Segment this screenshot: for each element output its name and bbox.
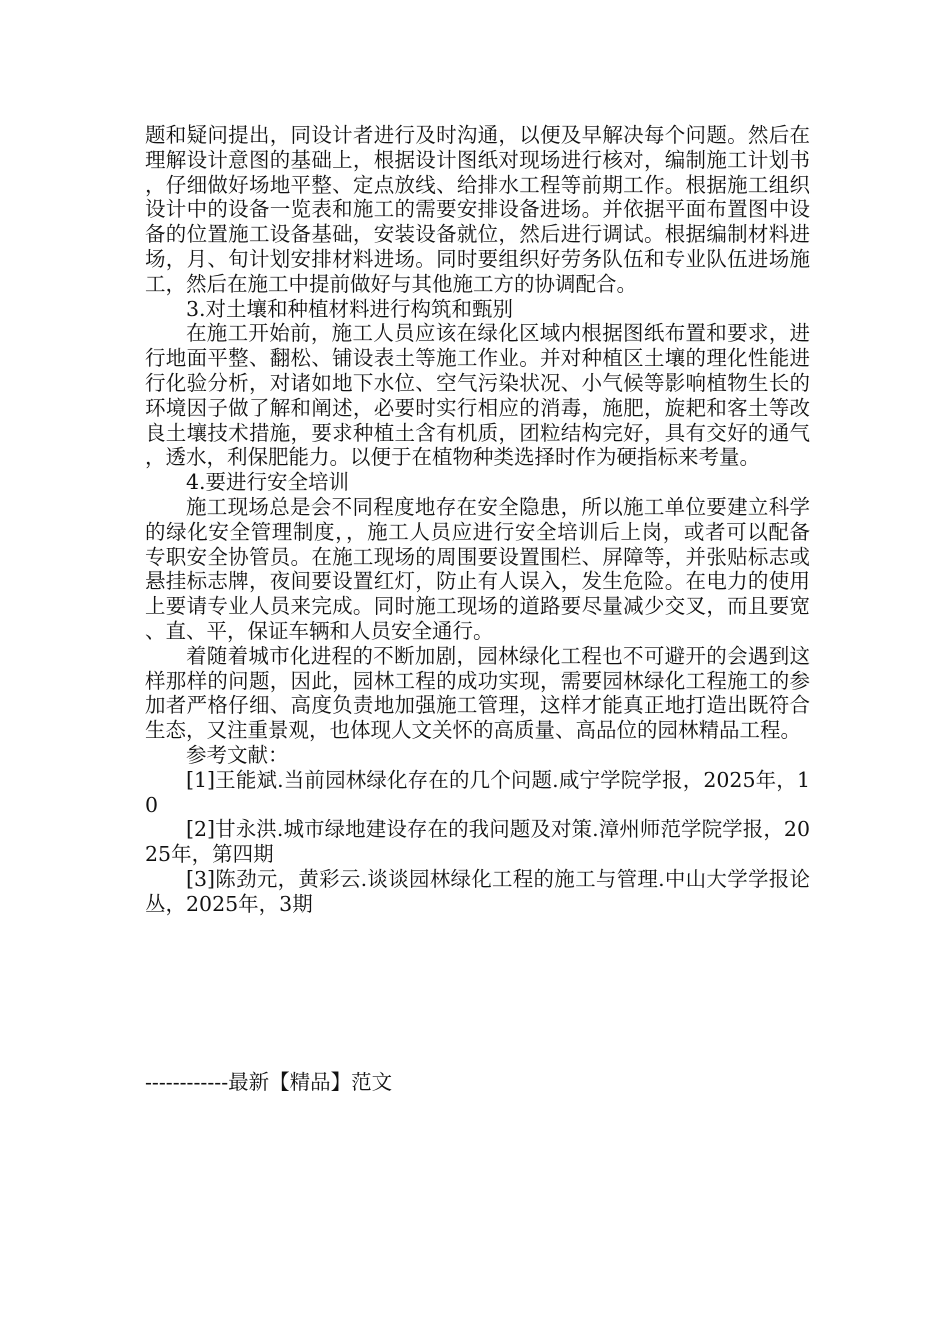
paragraph-soil: 在施工开始前，施工人员应该在绿化区域内根据图纸布置和要求，进行地面平整、翻松、铺设表土等施工作业。并对种植区土壤的理化性能进行化验分析，对诸如地下水位、空气污染状况、小气候等影响植物生长的环境因子做了解和阐述，必要时实行相应的消毒，施肥，旋耙和客土等改良土壤技术措施，要求种植土含有机质，团粒结构完好，具有交好的通气，透水，利保肥能力。以便于在植物种类选择时作为硬指标来考量。: [145, 321, 810, 470]
reference-item-3: [3]陈劲元，黄彩云.谈谈园林绿化工程的施工与管理.中山大学学报论丛，2025年，3期: [145, 866, 810, 916]
reference-item-1: [1]王能斌.当前园林绿化存在的几个问题.咸宁学院学报，2025年，10: [145, 767, 810, 817]
page-footer: ------------最新【精品】范文: [145, 1070, 393, 1094]
section-heading-safety: 4.要进行安全培训: [186, 470, 350, 495]
paragraph-continuation: 题和疑问提出，同设计者进行及时沟通，以便及早解决每个问题。然后在理解设计意图的基础上，根据设计图纸对现场进行核对，编制施工计划书，仔细做好场地平整、定点放线、给排水工程等前期工作。根据施工组织设计中的设备一览表和施工的需要安排设备进场。并依据平面布置图中设备的位置施工设备基础，安装设备就位，然后进行调试。根据编制材料进场，月、旬计划安排材料进场。同时要组织好劳务队伍和专业队伍进场施工，然后在施工中提前做好与其他施工方的协调配合。: [145, 123, 810, 296]
references-heading: 参考文献：: [186, 742, 289, 767]
paragraph-conclusion: 着随着城市化进程的不断加剧，园林绿化工程也不可避开的会遇到这样那样的问题，因此，园林工程的成功实现，需要园林绿化工程施工的参加者严格仔细、高度负责地加强施工管理，这样才能真正地打造出既符合生态，又注重景观，也体现人文关怀的高质量、高品位的园林精品工程。: [145, 643, 810, 743]
paragraph-safety: 施工现场总是会不同程度地存在安全隐患，所以施工单位要建立科学的绿化安全管理制度，，施工人员应进行安全培训后上岗，或者可以配备专职安全协管员。在施工现场的周围要设置围栏、屏障等，并张贴标志或悬挂标志牌，夜间要设置红灯，防止有人误入，发生危险。在电力的使用上要请专业人员来完成。同时施工现场的道路要尽量减少交叉，而且要宽、直、平，保证车辆和人员安全通行。: [145, 494, 810, 643]
reference-item-2: [2]甘永洪.城市绿地建设存在的我问题及对策.漳州师范学院学报，2025年，第四期: [145, 817, 810, 867]
document-body: [145, 123, 810, 917]
section-heading-soil: 3.对土壤和种植材料进行构筑和甄别: [186, 296, 514, 321]
